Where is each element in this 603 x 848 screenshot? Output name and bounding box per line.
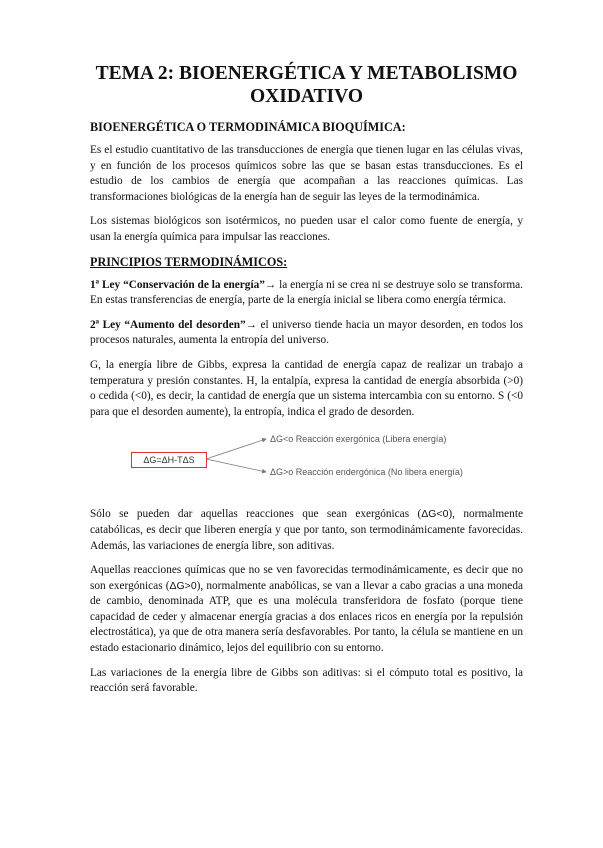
paragraph-isothermic: Los sistemas biológicos son isotérmicos, no pueden usar el calor como fuente de energía, y usan la energía química para impulsar las reacciones. [90, 215, 523, 243]
first-law-text: → la energía ni se crea ni se destruye solo se transforma. En estas transferencias de energía, parte de la energía inicial se libera como energía térmica. [90, 278, 523, 307]
gibbs-diagram [90, 429, 523, 479]
endergonic-label: ΔG>o Reacción endergónica (No libera energía) [270, 467, 463, 478]
page-title: TEMA 2: BIOENERGÉTICA Y METABOLISMO OXIDATIVO [95, 63, 518, 107]
delta-g-negative: ΔG<0 [421, 508, 449, 521]
document-page [90, 62, 523, 706]
exergonic-label: ΔG<o Reacción exergónica (Libera energía) [270, 434, 447, 445]
paragraph-definition: Es el estudio cuantitativo de las transducciones de energía que tienen lugar en las células vivas, y en función de los procesos químicos sobre las que se basan estas transducciones. Es el estudio de los cambios de energía que acompañan a las reacciones químicas. Las transformaciones biológicas de la energía han de seguir las leyes de la termodinámica. [90, 144, 523, 203]
second-law-label: 2ª Ley [90, 318, 125, 331]
section-heading-principios: PRINCIPIOS TERMODINÁMICOS: [90, 254, 288, 269]
arrow-bottom [206, 459, 266, 472]
second-law-name: “Aumento del desorden” [124, 318, 246, 331]
atp-text-a: Aquellas reacciones químicas que no se ven favorecidas termodinámicamente, es decir que no son exergónicas ( [90, 564, 523, 592]
gibbs-equation-box: ΔG=ΔH-TΔS [131, 452, 207, 468]
atp-text-b: ), normalmente anabólicas, se van a llevar a cabo gracias a una moneda de cambio, denominada ATP, que es una molécula transferidora de fosfato (porque tiene capacidad de ceder y almacenar energía gracias a dos enlaces ricos en energía por la repulsión electrostática), ya que de otra manera sería desfavorables. Por tanto, la célula se mantiene en un estado estacionario dinámico, lejos del equilibrio con su entorno. [90, 579, 523, 655]
first-law-label: 1ª Ley [90, 278, 124, 291]
exergonic-text-a: Sólo se pueden dar aquellas reacciones que sean exergónicas ( [90, 508, 422, 521]
arrow-top [206, 439, 266, 459]
paragraph-exergonic [90, 507, 523, 554]
second-law-text: → el universo tiende hacia un mayor desorden, en todos los procesos naturales, aumenta la entropía del universo. [90, 318, 523, 347]
paragraph-additive: Las variaciones de la energía libre de Gibbs son aditivas: si el cómputo total es positivo, la reacción será favorable. [90, 666, 523, 695]
paragraph-gibbs: G, la energía libre de Gibbs, expresa la cantidad de energía capaz de realizar un trabajo a temperatura y presión constantes. H, la entalpía, expresa la cantidad de energía absorbida (>0) o cedida (<0), es decir, la cantidad de energía que un sistema intercambia con su entorno. S (<0 para que el desorden aumente), la entropía, indica el grado de desorden. [90, 358, 523, 418]
paragraph-atp [90, 563, 523, 657]
delta-g-positive: ΔG>0 [169, 579, 197, 592]
exergonic-text-b: ), normalmente catabólicas, es decir que liberen energía y que por tanto, son termodinámicamente favorecidas. Además, las variaciones de energía libre, son aditivas. [90, 508, 523, 552]
paragraph-second-law [90, 318, 523, 349]
paragraph-first-law [90, 278, 523, 309]
first-law-name: “Conservación de la energía” [123, 278, 265, 291]
section-heading-bioenergetica: BIOENERGÉTICA O TERMODINÁMICA BIOQUÍMICA: [90, 120, 406, 134]
